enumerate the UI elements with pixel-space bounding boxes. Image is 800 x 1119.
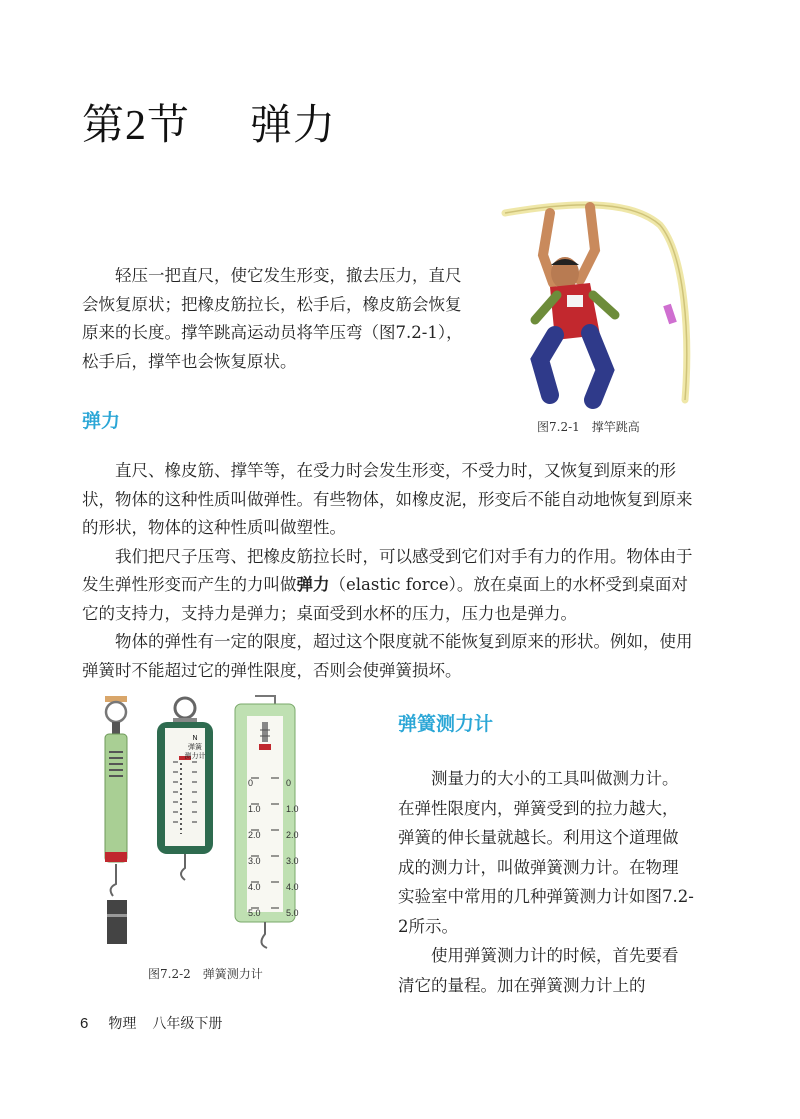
figure1-caption: 图7.2-1 撑竿跳高	[537, 420, 640, 434]
body-text	[82, 457, 694, 685]
intro-paragraph: 轻压一把直尺，使它发生形变，撤去压力，直尺会恢复原状；把橡皮筋拉长，松手后，橡皮筋会恢复原来的长度。撑竿跳高运动员将竿压弯（图7.2-1），松手后，撑竿也会恢复原状。	[82, 266, 463, 371]
heading-elastic-force: 弹力	[82, 410, 121, 432]
meter-paragraph-2: 使用弹簧测力计的时候，首先要看清它的量程。加在弹簧测力计上的	[398, 946, 679, 995]
page-number: 6	[80, 1015, 89, 1032]
heading-spring-scale: 弹簧测力计	[398, 713, 494, 735]
dial-label: N 弹簧 测力计	[184, 734, 206, 760]
section-name: 弹力	[250, 100, 337, 149]
meter-paragraph-1: 测量力的大小的工具叫做测力计。在弹性限度内，弹簧受到的拉力越大，弹簧的伸长量就越长。利用这个道理做成的测力计，叫做弹簧测力计。在物理实验室中常用的几种弹簧测力计如图7.2-2所示。	[398, 769, 694, 936]
footer-subject: 物理	[108, 1016, 137, 1032]
footer-grade: 八年级下册	[152, 1016, 223, 1032]
section-number: 第2节	[82, 103, 191, 149]
scale-tick-labels-left: 0 1.0 2.0 3.0 4.0 5.0	[248, 778, 261, 918]
page-footer	[80, 1013, 222, 1033]
section-title	[82, 92, 336, 152]
figure2-caption: 图7.2-2 弹簧测力计	[148, 967, 263, 981]
pole-vault-figure	[495, 195, 695, 410]
body-paragraph-2: 我们把尺子压弯、把橡皮筋拉长时，可以感受到它们对手有力的作用。物体由于发生弹性形变而产生的力叫做弹力（elastic force）。放在桌面上的水杯受到桌面对它的支持力，支持力是弹力；桌面受到水杯的压力，压力也是弹力。	[82, 546, 693, 623]
spring-scale-text	[398, 764, 694, 1000]
spring-scales-figure	[95, 692, 315, 952]
term-elastic-force: 弹力	[296, 575, 330, 594]
scale-tick-labels-right: 0 1.0 2.0 3.0 4.0 5.0	[286, 778, 299, 918]
body-paragraph-1: 直尺、橡皮筋、撑竿等，在受力时会发生形变，不受力时，又恢复到原来的形状，物体的这种性质叫做弹性。有些物体，如橡皮泥，形变后不能自动地恢复到原来的形状，物体的这种性质叫做塑性。	[82, 461, 693, 537]
body-paragraph-3: 物体的弹性有一定的限度，超过这个限度就不能恢复到原来的形状。例如，使用弹簧时不能超过它的弹性限度，否则会使弹簧损坏。	[82, 632, 693, 680]
